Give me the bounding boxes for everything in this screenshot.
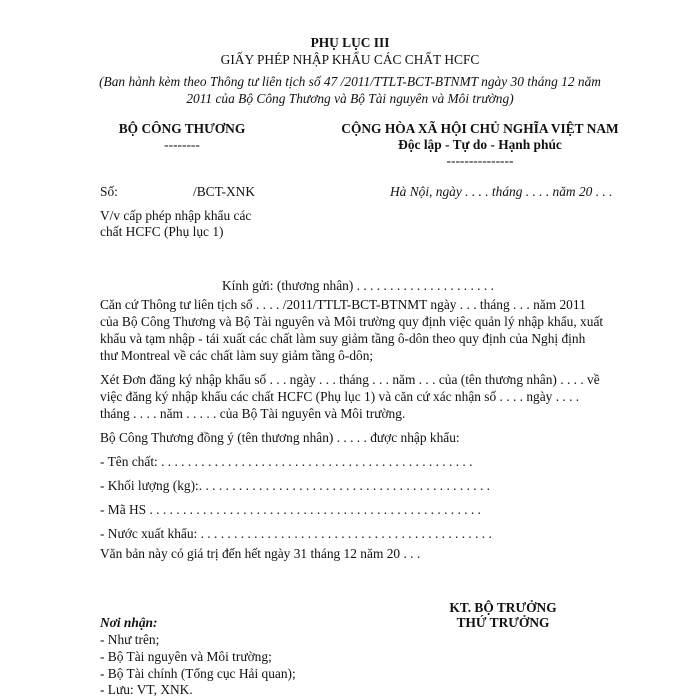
basis-2-line: việc đăng ký nhập khẩu các chất HCFC (Phụ lục 1) và căn cứ xác nhận số . . . . ngày . . . . [100, 389, 580, 404]
national-rule: --------------- [446, 153, 514, 168]
issued-note-line2: 2011 của Bộ Công Thương và Bộ Tài nguyên và Môi trường) [186, 91, 514, 106]
document-title: GIẤY PHÉP NHẬP KHẨU CÁC CHẤT HCFC [220, 52, 480, 67]
field-export-country: - Nước xuất khẩu: . . . . . . . . . . . . . . . . . . . . . . . . . . . . . . . . . . . . . . . . . . . . [100, 526, 492, 541]
basis-2-line: Xét Đơn đăng ký nhập khẩu số . . . ngày . . . tháng . . . năm . . . của (tên thương nhân) . . . . về [100, 372, 600, 387]
subject-line2: chất HCFC (Phụ lục 1) [100, 224, 224, 239]
number-label: Số: [100, 184, 118, 199]
agency-name: BỘ CÔNG THƯƠNG [118, 121, 246, 136]
recipient-item: - Như trên; [100, 632, 160, 647]
salutation: Kính gửi: (thương nhân) . . . . . . . . . . . . . . . . . . . . . [222, 278, 494, 293]
basis-1-line: thư Montreal về các chất làm suy giảm tầng ô-dôn; [100, 348, 374, 363]
validity-statement: Văn bản này có giá trị đến hết ngày 31 tháng 12 năm 20 . . . [100, 546, 421, 561]
field-quantity: - Khối lượng (kg):. . . . . . . . . . . . . . . . . . . . . . . . . . . . . . . . . . . . . . . . . . . . [100, 478, 491, 493]
appendix-title: PHỤ LỤC III [310, 35, 390, 50]
basis-2-line: tháng . . . . năm . . . . . của Bộ Tài nguyên và Môi trường. [100, 406, 406, 421]
recipient-item: - Bộ Tài chính (Tổng cục Hải quan); [100, 666, 296, 681]
signature-title1: KT. BỘ TRƯỞNG [449, 600, 557, 615]
basis-1-line: của Bộ Công Thương và Bộ Tài nguyên và Môi trường quy định việc quản lý nhập khẩu, xuất [100, 314, 604, 329]
issued-note-line1: (Ban hành kèm theo Thông tư liên tịch số 47 /2011/TTLT-BCT-BTNMT ngày 30 tháng 12 năm [99, 74, 601, 89]
basis-1-line: khẩu và tạm nhập - tái xuất các chất làm suy giảm tầng ô-dôn theo quy định của Nghị định [100, 331, 586, 346]
place-date: Hà Nội, ngày . . . . tháng . . . . năm 20 . . . [390, 184, 613, 199]
national-name: CỘNG HÒA XÃ HỘI CHỦ NGHĨA VIỆT NAM [341, 121, 619, 136]
field-hs-code: - Mã HS . . . . . . . . . . . . . . . . . . . . . . . . . . . . . . . . . . . . . . . . . . . . . . . . . . [100, 502, 481, 517]
agency-rule: -------- [164, 137, 200, 152]
recipients-heading: Nơi nhận: [100, 615, 158, 630]
recipient-item: - Bộ Tài nguyên và Môi trường; [100, 649, 272, 664]
recipient-item: - Lưu: VT, XNK. [100, 682, 193, 697]
subject-line1: V/v cấp phép nhập khẩu các [100, 208, 252, 223]
number-suffix: /BCT-XNK [193, 184, 256, 199]
signature-title2: THỨ TRƯỞNG [456, 615, 550, 630]
basis-1-line: Căn cứ Thông tư liên tịch số . . . . /2011/TTLT-BCT-BTNMT ngày . . . tháng . . . năm 2011 [100, 297, 586, 312]
field-substance-name: - Tên chất: . . . . . . . . . . . . . . . . . . . . . . . . . . . . . . . . . . . . . . . . . . . . . . . [100, 454, 473, 469]
approval-statement: Bộ Công Thương đồng ý (tên thương nhân) . . . . . được nhập khẩu: [100, 430, 460, 445]
national-motto: Độc lập - Tự do - Hạnh phúc [398, 137, 562, 152]
